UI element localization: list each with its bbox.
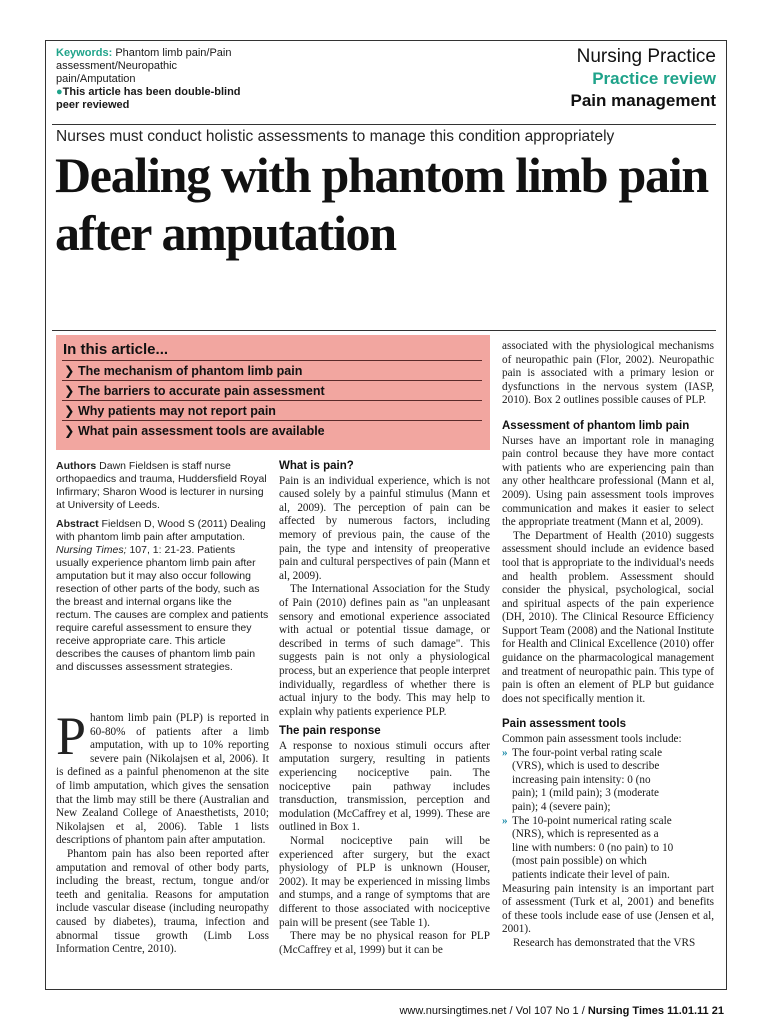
tools-list <box>502 747 714 883</box>
column-3 <box>502 340 714 951</box>
arrow-icon: » <box>502 746 508 759</box>
body-paragraph: associated with the physiological mechanisms of neuropathic pain (Flor, 2002). Neuropathic pain is associated with a primary lesion or dysfunctions in the nervous system (IASP, 2010). Box 2 outlines possible causes of PLP. <box>502 340 714 407</box>
peer-review-note: This article has been double-blind peer reviewed <box>56 86 241 111</box>
footer-url: www.nursingtimes.net <box>399 1005 507 1017</box>
keywords-block <box>56 47 256 112</box>
box-title: In this article... <box>63 341 169 358</box>
chevron-icon: ❯ <box>64 404 75 418</box>
body-paragraph: Common pain assessment tools include: <box>502 733 682 746</box>
body-paragraph: There may be no physical reason for PLP (McCaffrey et al, 1999) but it can be <box>279 930 490 956</box>
body-paragraph: Research has demonstrated that the VRS <box>513 936 696 949</box>
box-divider <box>62 380 482 381</box>
keywords-text: Phantom limb pain/Pain assessment/Neuropathic pain/Amputation <box>56 47 232 85</box>
headline-rule <box>52 330 716 331</box>
authors-paragraph: Authors Dawn Fieldsen is staff nurse orthopaedics and trauma, Huddersfield Royal Infirmary; Sharon Wood is lecturer in nursing at University of Leeds. <box>56 460 267 511</box>
footer-volume: / Vol 107 No 1 / <box>509 1005 585 1017</box>
standfirst: Nurses must conduct holistic assessments to manage this condition appropriately <box>56 128 615 145</box>
column-2 <box>279 460 490 957</box>
arrow-icon: » <box>502 814 508 827</box>
page-number: 21 <box>711 1005 724 1017</box>
column-1 <box>56 460 269 680</box>
subheading-what-is-pain: What is pain? <box>279 460 354 472</box>
body-paragraph: Nurses have an important role in managing pain control because they have more contact with patients who are experiencing pain than any other healthcare professional (Mann et al, 2009). Using pain assessment tools improves communication and makes it easier to select the appropriate treatment (Mann et al, 2009). <box>502 434 714 529</box>
list-item: » The 10-point numerical rating scale (NRS), which is represented as a line with numbers: 0 (no pain) to 10 (most pain possible) on which patients indicate their level of pain. <box>502 814 674 881</box>
box-item: ❯ What pain assessment tools are available <box>64 424 325 438</box>
body-paragraph: Phantom pain has also been reported after amputation and removal of other body parts, including the breast, rectum, tongue and/or teeth and genitalia. Reasons for amputation include vascular disease (including neuropathy caused by diabetes), trauma, infection and abnormal tissue growth (Limb Loss Information Centre, 2010). <box>56 847 269 956</box>
section-practice-review: Practice review <box>592 69 716 88</box>
section-heading <box>571 46 717 112</box>
list-item: » The four-point verbal rating scale (VRS), which is used to describe increasing pain intensity: 0 (no pain); 1 (mild pain); 3 (moderate pain); 4 (severe pain); <box>502 746 663 813</box>
section-pain-management: Pain management <box>570 91 716 110</box>
body-paragraph: The International Association for the Study of Pain (2010) defines pain as "an unpleasant sensory and emotional experience associated with actual or potential tissue damage, or described in terms of such damage". This suggests pain is not only a physiological process, but an experience that people interpret individually, regardless of whether there is actual injury to the body. This may help to explain why patients experience PLP. <box>279 583 490 718</box>
box-divider <box>62 360 482 361</box>
body-paragraph: Pain is an individual experience, which is not caused solely by a painful stimulus (Mann et al, 2009). The perception of pain can be affected by numerous factors, including memory of previous pain, the cause of the pain, the type and intensity of preoperative pain and cultural perspectives of pain (Mann et al, 2009). <box>279 474 490 582</box>
box-item: ❯ The barriers to accurate pain assessment <box>64 384 325 398</box>
in-this-article-box <box>56 335 490 450</box>
bullet-icon: ● <box>56 86 63 98</box>
body-paragraph: The Department of Health (2010) suggests assessment should include an evidence based tool that is appropriate to the individual's needs and health problem. Assessment should consider the physical, psychological, social and spiritual aspects of the pain experience (DH, 2010). The Clinical Resource Efficiency Support Team (2008) and the National Institute for Health and Clinical Excellence (2010) offer guidance on the pharmacological management and treatment of neuropathic pain. This type of pain is often an element of PLP but guidance does not specifically mention it. <box>502 529 714 705</box>
abstract-paragraph: Abstract Fieldsen D, Wood S (2011) Dealing with phantom limb pain after amputation. Nursing Times; 107, 1: 21-23. Patients usually experience phantom limb pain after amputation but it may also occur following resection of other parts of the body, such as the breast and internal organs like the rectum. The causes are complex and patients require careful assessment to ensure they receive appropriate care. This article describes the causes of phantom limb pain and discusses assessment strategies. <box>56 518 269 673</box>
box-item: ❯ Why patients may not report pain <box>64 404 276 418</box>
box-divider <box>62 420 482 421</box>
drop-cap: P <box>56 706 87 766</box>
footer-journal: Nursing Times 11.01.11 <box>587 1005 709 1017</box>
headline: Dealing with phantom limb pain after amputation <box>55 147 708 261</box>
keywords-label: Keywords: <box>56 47 113 59</box>
body-paragraph: Normal nociceptive pain will be experienced after surgery, but the exact physiology of PLP is unknown (Houser, 2002). It may be experienced in missing limbs and stumps, and a range of symptoms that are different to those associated with nociceptive pain will be present (see Table 1). <box>279 835 490 929</box>
intro-paragraph: Phantom limb pain (PLP) is reported in 60-80% of patients after a limb amputation, with up to 10% reporting severe pain (Nikolajsen et al, 2006). It is defined as a painful phenomenon at the site of limb amputation, which gives the sensation that the limb may still be there (Australian and New Zealand College of Anaesthetists, 2010; Nikolajsen et al, 2006). Table 1 lists descriptions of phantom pain after amputation. <box>56 706 269 847</box>
chevron-icon: ❯ <box>64 424 75 438</box>
body-paragraph: A response to noxious stimuli occurs after amputation surgery, resulting in patients experiencing nociceptive pain. The nociceptive pain pathway includes transduction, transmission, perception and modulation (McCaffrey et al, 1999). These are outlined in Box 1. <box>279 739 490 834</box>
page-footer <box>399 1005 724 1017</box>
header-rule <box>52 124 716 125</box>
box-divider <box>62 400 482 401</box>
section-nursing-practice: Nursing Practice <box>576 46 716 67</box>
subheading-assessment: Assessment of phantom limb pain <box>502 419 690 432</box>
chevron-icon: ❯ <box>64 384 75 398</box>
subheading-pain-tools: Pain assessment tools <box>502 718 626 731</box>
author-meta <box>56 460 269 674</box>
subheading-pain-response: The pain response <box>279 725 381 738</box>
chevron-icon: ❯ <box>64 364 75 378</box>
body-paragraph: Measuring pain intensity is an important part of assessment (Turk et al, 2001) and benefits of these tools include ease of use (Jensen et al, 2001). <box>502 882 714 936</box>
box-item: ❯ The mechanism of phantom limb pain <box>64 364 303 378</box>
column-1-body <box>56 706 269 957</box>
